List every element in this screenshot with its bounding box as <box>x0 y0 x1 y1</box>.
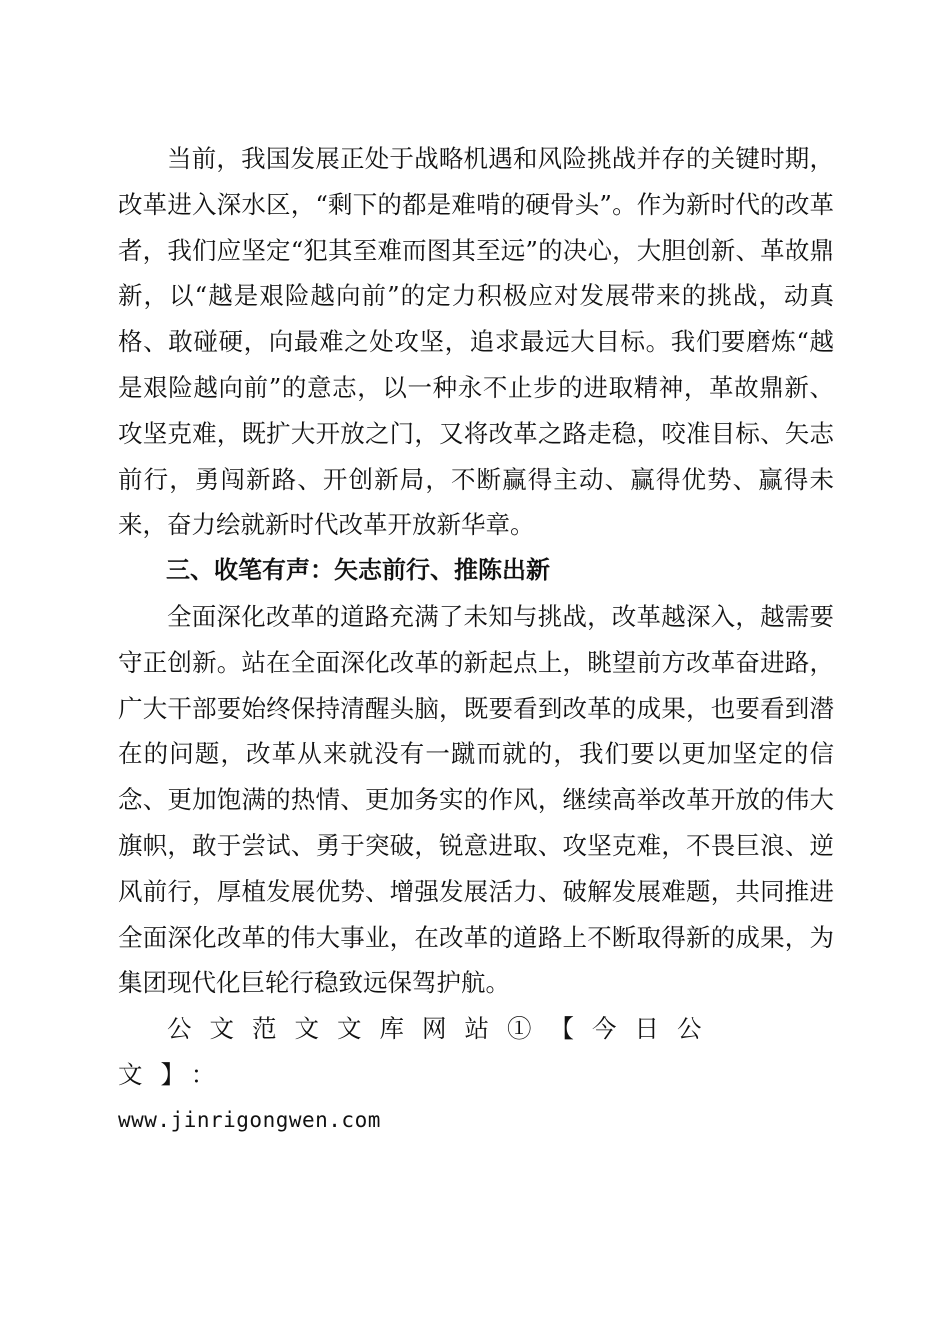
body-paragraph: 全面深化改革的道路充满了未知与挑战，改革越深入，越需要守正创新。站在全面深化改革的新起点上，眺望前方改革奋进路，广大干部要始终保持清醒头脑，既要看到改革的成果，也要看到潜在的问题，改革从来就没有一蹴而就的，我们要以更加坚定的信念、更加饱满的热情、更加务实的作风，继续高举改革开放的伟大旗帜，敢于尝试、勇于突破，锐意进取、攻坚克难，不畏巨浪、逆风前行，厚植发展优势、增强发展活力、破解发展难题，共同推进全面深化改革的伟大事业，在改革的道路上不断取得新的成果，为集团现代化巨轮行稳致远保驾护航。 <box>118 601 834 998</box>
document-body <box>118 136 834 1144</box>
source-label: 公文范文文库网站①【今日公文】： <box>118 1014 720 1089</box>
section-heading: 三、收笔有声：矢志前行、推陈出新 <box>166 556 550 585</box>
body-paragraph: 当前，我国发展正处于战略机遇和风险挑战并存的关键时期，改革进入深水区，“剩下的都是难啃的硬骨头”。作为新时代的改革者，我们应坚定“犯其至难而图其至远”的决心，大胆创新、革故鼎新，以“越是艰险越向前”的定力积极应对发展带来的挑战，动真格、敢碰硬，向最难之处攻坚，追求最远大目标。我们要磨炼“越是艰险越向前”的意志，以一种永不止步的进取精神，革故鼎新、攻坚克难，既扩大开放之门，又将改革之路走稳，咬准目标、矢志前行，勇闯新路、开创新局，不断赢得主动、赢得优势、赢得未来，奋力绘就新时代改革开放新华章。 <box>118 144 834 540</box>
source-url: www.jinrigongwen.com <box>118 1107 381 1132</box>
